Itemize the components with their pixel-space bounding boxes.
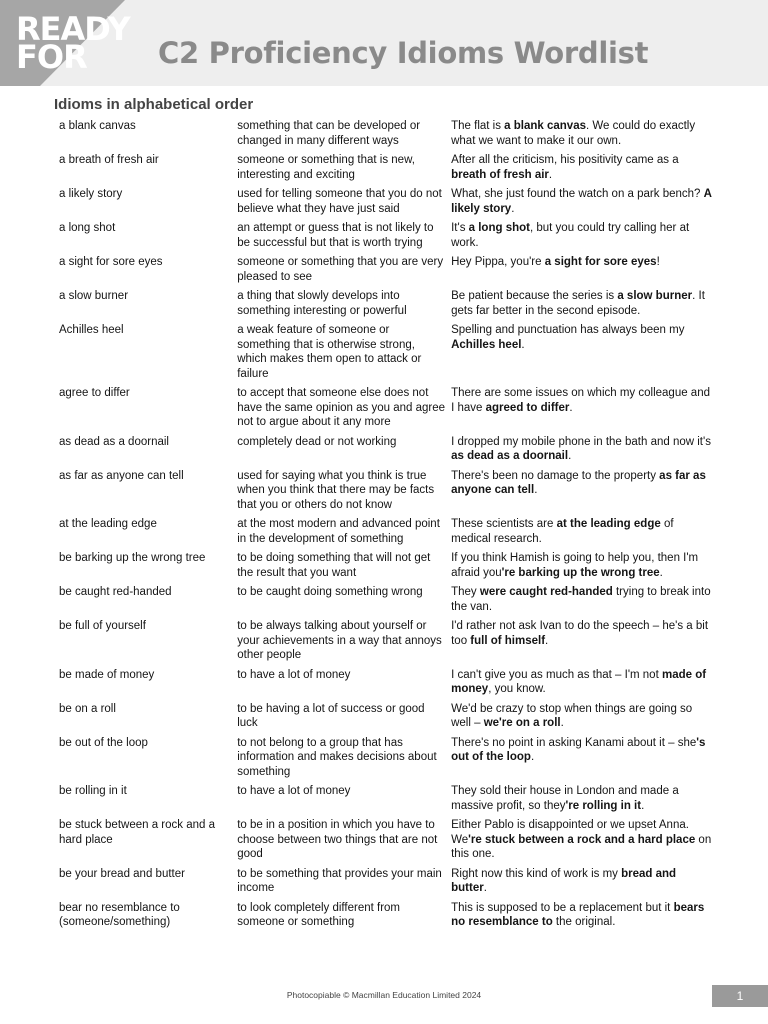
example-text: . bbox=[521, 338, 525, 351]
example-cell bbox=[448, 385, 716, 434]
table-row bbox=[56, 618, 716, 667]
idiom-cell: agree to differ bbox=[59, 387, 130, 399]
example-text: . bbox=[511, 202, 515, 215]
example-text: , you know. bbox=[488, 683, 546, 695]
example-text: After all the criticism, his positivity came as a bbox=[451, 154, 679, 166]
idiom-cell: be barking up the wrong tree bbox=[59, 552, 206, 564]
definition-cell: someone or something that is new, interesting and exciting bbox=[237, 154, 415, 181]
table-row bbox=[56, 288, 716, 322]
idiom-cell: a sight for sore eyes bbox=[59, 256, 163, 268]
example-cell bbox=[448, 186, 716, 220]
example-text: Be patient because the series is bbox=[451, 290, 618, 302]
example-highlight: a long shot bbox=[468, 222, 530, 234]
example-text: . bbox=[483, 882, 487, 894]
table-row bbox=[56, 516, 716, 550]
example-text: . We could do exactly what we want to make it our own. bbox=[451, 120, 696, 147]
definition-cell: to have a lot of money bbox=[237, 668, 351, 681]
idiom-cell: be on a roll bbox=[59, 702, 116, 715]
example-text: of medical research. bbox=[451, 518, 674, 545]
example-text: , but you could try calling her at work. bbox=[451, 222, 690, 249]
definition-cell: to have a lot of money bbox=[237, 785, 351, 797]
example-cell bbox=[448, 516, 716, 550]
table-row bbox=[56, 584, 716, 618]
table-row bbox=[56, 385, 716, 434]
example-text: . bbox=[548, 168, 553, 181]
example-highlight: Achilles heel bbox=[451, 338, 522, 351]
example-text: The flat is bbox=[451, 120, 505, 132]
page-header bbox=[0, 0, 768, 86]
example-highlight: 're rolling in it bbox=[565, 799, 642, 812]
example-highlight: bread and butter bbox=[451, 867, 677, 894]
example-highlight: full of himself bbox=[470, 634, 546, 647]
example-highlight: 're barking up the wrong tree bbox=[501, 566, 660, 579]
example-text: What, she just found the watch on a park bench? bbox=[451, 188, 704, 200]
definition-cell: used for telling someone that you do not believe what they have just said bbox=[237, 188, 442, 215]
example-text: Spelling and punctuation has always been my bbox=[451, 324, 685, 336]
example-text: This is supposed to be a replacement but it bbox=[451, 901, 674, 914]
table-row bbox=[56, 254, 716, 288]
definition-cell: to be having a lot of success or good luck bbox=[237, 702, 425, 729]
example-text: I dropped my mobile phone in the bath and now it's bbox=[451, 435, 711, 448]
example-text: . bbox=[534, 484, 538, 496]
example-highlight: made of money bbox=[451, 668, 707, 695]
example-text: They bbox=[451, 586, 480, 598]
example-cell bbox=[448, 900, 716, 934]
example-text: Right now this kind of work is my bbox=[451, 867, 622, 880]
example-cell bbox=[448, 817, 716, 866]
example-highlight: A likely story bbox=[451, 188, 712, 215]
example-cell bbox=[448, 220, 716, 254]
example-text: . bbox=[569, 401, 573, 414]
example-highlight: as dead as a doornail bbox=[451, 450, 569, 462]
table-row bbox=[56, 434, 716, 468]
example-cell bbox=[448, 468, 716, 517]
idiom-cell: be your bread and butter bbox=[59, 867, 185, 880]
table-row bbox=[56, 701, 716, 735]
idiom-cell: be full of yourself bbox=[59, 620, 146, 632]
idiom-cell: as dead as a doornail bbox=[59, 435, 169, 448]
example-text: . bbox=[545, 634, 549, 647]
definition-cell: used for saying what you think is true when you think that there may be facts that you or others do not know bbox=[237, 469, 435, 511]
footer-copyright: Photocopiable © Macmillan Education Limited 2024 bbox=[286, 990, 482, 1000]
example-cell bbox=[448, 118, 716, 152]
table-row bbox=[56, 667, 716, 701]
example-cell bbox=[448, 735, 716, 784]
example-cell bbox=[448, 783, 716, 817]
example-text: . bbox=[641, 799, 645, 812]
logo-text-ready: READY bbox=[16, 10, 130, 48]
example-cell bbox=[448, 288, 716, 322]
idiom-cell: a long shot bbox=[59, 222, 116, 234]
example-text: . bbox=[659, 566, 663, 579]
definition-cell: an attempt or guess that is not likely to be successful but that is worth trying bbox=[237, 222, 434, 249]
example-cell bbox=[448, 322, 716, 385]
example-text: There's no point in asking Kanami about it – she bbox=[451, 736, 697, 749]
example-highlight: a blank canvas bbox=[504, 120, 586, 132]
idioms-table-body bbox=[56, 118, 716, 934]
idiom-cell: be out of the loop bbox=[59, 736, 148, 749]
definition-cell: someone or something that you are very pleased to see bbox=[237, 256, 444, 283]
example-text: on this one. bbox=[451, 833, 712, 860]
table-row bbox=[56, 220, 716, 254]
example-text: I'd rather not ask Ivan to do the speech – he's a bit too bbox=[451, 620, 709, 647]
example-cell bbox=[448, 866, 716, 900]
idiom-cell: be stuck between a rock and a hard place bbox=[59, 819, 215, 846]
definition-cell: to not belong to a group that has information and makes decisions about something bbox=[237, 736, 437, 778]
logo-text-for: FOR bbox=[16, 38, 87, 76]
example-highlight: 're stuck between a rock and a hard place bbox=[468, 833, 696, 846]
example-cell bbox=[448, 701, 716, 735]
section-heading: Idioms in alphabetical order bbox=[54, 96, 254, 113]
definition-cell: a thing that slowly develops into something interesting or powerful bbox=[237, 290, 407, 317]
example-text: . bbox=[530, 751, 535, 763]
example-cell bbox=[448, 434, 716, 468]
example-text: If you think Hamish is going to help you, then I'm afraid you bbox=[451, 552, 699, 579]
example-text: the original. bbox=[552, 916, 616, 928]
example-highlight: a sight for sore eyes bbox=[544, 256, 657, 268]
example-text: . bbox=[560, 717, 564, 729]
definition-cell: something that can be developed or changed in many different ways bbox=[237, 120, 421, 147]
example-highlight: 's out of the loop bbox=[451, 736, 706, 763]
table-row bbox=[56, 550, 716, 584]
table-row bbox=[56, 900, 716, 934]
example-highlight: were caught red-handed bbox=[479, 586, 613, 598]
example-text: They sold their house in London and made a massive profit, so they bbox=[451, 785, 679, 812]
example-text: I can't give you as much as that – I'm not bbox=[451, 668, 662, 681]
table-row bbox=[56, 866, 716, 900]
idiom-cell: be rolling in it bbox=[59, 785, 127, 797]
example-text: These scientists are bbox=[451, 518, 557, 530]
idiom-cell: as far as anyone can tell bbox=[59, 469, 184, 482]
example-text: We'd be crazy to stop when things are going so well – bbox=[451, 702, 693, 729]
example-cell bbox=[448, 667, 716, 701]
example-highlight: a slow burner bbox=[617, 290, 693, 302]
definition-cell: to be something that provides your main income bbox=[237, 867, 442, 894]
example-highlight: agreed to differ bbox=[485, 401, 570, 414]
example-cell bbox=[448, 550, 716, 584]
example-highlight: at the leading edge bbox=[556, 518, 661, 530]
definition-cell: to be always talking about yourself or your achievements in a way that annoys other people bbox=[237, 620, 442, 661]
example-highlight: we're on a roll bbox=[483, 717, 561, 729]
page-number: 1 bbox=[712, 985, 768, 1007]
idiom-cell: a blank canvas bbox=[59, 120, 136, 132]
table-row bbox=[56, 783, 716, 817]
idiom-cell: be caught red-handed bbox=[59, 586, 172, 598]
definition-cell: completely dead or not working bbox=[237, 435, 397, 448]
table-row bbox=[56, 322, 716, 385]
table-row bbox=[56, 735, 716, 784]
idiom-cell: a slow burner bbox=[59, 290, 129, 302]
table-row bbox=[56, 817, 716, 866]
document-title: C2 Proficiency Idioms Wordlist bbox=[158, 36, 649, 70]
idioms-table bbox=[56, 118, 716, 934]
definition-cell: to be caught doing something wrong bbox=[237, 586, 423, 598]
example-text: . It gets far better in the second episode. bbox=[451, 290, 705, 317]
example-highlight: bears no resemblance to bbox=[451, 901, 705, 928]
example-cell bbox=[448, 584, 716, 618]
definition-cell: to be in a position in which you have to choose between two things that are not good bbox=[237, 819, 438, 860]
idiom-cell: a likely story bbox=[59, 188, 123, 200]
table-row bbox=[56, 186, 716, 220]
example-text: trying to break into the van. bbox=[451, 586, 711, 613]
example-cell bbox=[448, 618, 716, 667]
example-cell bbox=[448, 254, 716, 288]
idiom-cell: Achilles heel bbox=[59, 324, 124, 336]
table-row bbox=[56, 468, 716, 517]
idiom-cell: be made of money bbox=[59, 668, 155, 681]
example-text: There are some issues on which my colleague and I have bbox=[451, 387, 710, 414]
table-row bbox=[56, 152, 716, 186]
idiom-cell: bear no resemblance to (someone/something) bbox=[59, 901, 180, 928]
example-text: It's bbox=[451, 222, 469, 234]
idiom-cell: at the leading edge bbox=[59, 518, 157, 530]
definition-cell: to be doing something that will not get the result that you want bbox=[237, 552, 431, 579]
example-text: ! bbox=[656, 256, 660, 268]
definition-cell: a weak feature of someone or something that is otherwise strong, which makes them open to attack or failure bbox=[237, 324, 422, 380]
example-text: There's been no damage to the property bbox=[451, 469, 660, 482]
example-text: . bbox=[568, 450, 572, 462]
example-highlight: breath of fresh air bbox=[451, 168, 549, 181]
table-row bbox=[56, 118, 716, 152]
example-highlight: as far as anyone can tell bbox=[451, 469, 706, 496]
idiom-cell: a breath of fresh air bbox=[59, 154, 159, 166]
example-text: Hey Pippa, you're bbox=[451, 256, 545, 268]
definition-cell: to look completely different from someone or something bbox=[237, 901, 401, 928]
example-cell bbox=[448, 152, 716, 186]
definition-cell: to accept that someone else does not have the same opinion as you and agree not to argue about it any more bbox=[237, 387, 446, 428]
definition-cell: at the most modern and advanced point in the development of something bbox=[237, 518, 440, 545]
example-text: Either Pablo is disappointed or we upset Anna. We bbox=[451, 819, 689, 846]
